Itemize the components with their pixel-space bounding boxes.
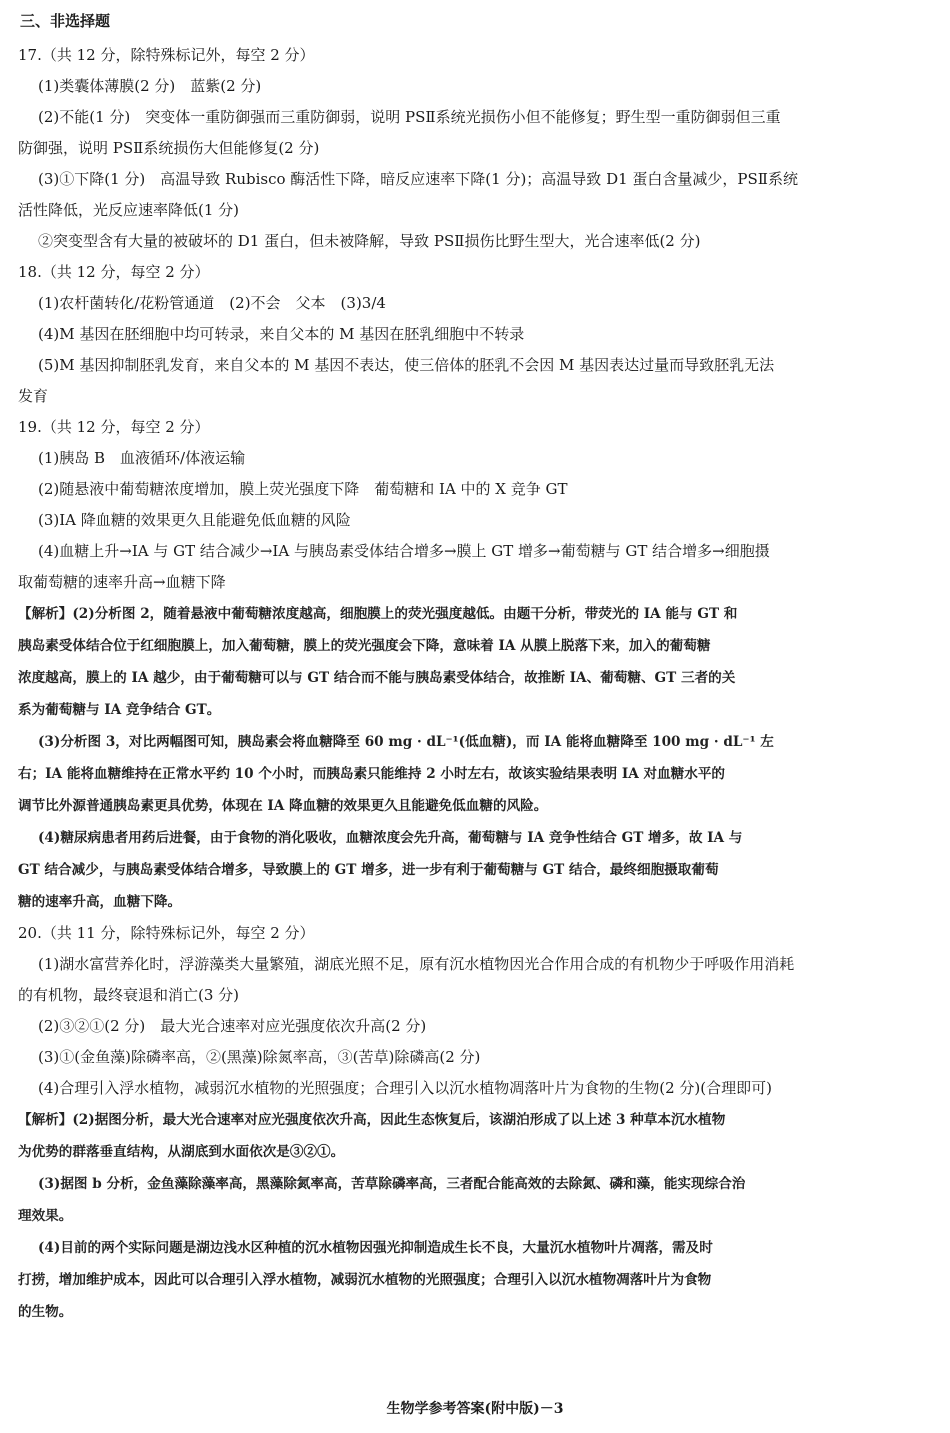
question-20 bbox=[18, 918, 934, 1328]
q19-line: (4)血糖上升→IA 与 GT 结合减少→IA 与胰岛素受体结合增多→膜上 GT 增多→葡萄糖与 GT 结合增多→细胞摄 bbox=[38, 542, 770, 560]
question-17-header: 17.（共 12 分，除特殊标记外，每空 2 分） bbox=[18, 46, 315, 64]
q19-explanation-line: 糖的速率升高，血糖下降。 bbox=[18, 894, 182, 910]
q19-explanation-line: 调节比外源普通胰岛素更具优势，体现在 IA 降血糖的效果更久且能避免低血糖的风险。 bbox=[18, 798, 548, 814]
q20-explanation-line: (4)目前的两个实际问题是湖边浅水区种植的沉水植物因强光抑制造成生长不良，大量沉水植物叶片凋落，需及时 bbox=[38, 1240, 713, 1256]
q19-explanation-line: 胰岛素受体结合位于红细胞膜上，加入葡萄糖，膜上的荧光强度会下降，意味着 IA 从膜上脱落下来，加入的葡萄糖 bbox=[18, 638, 711, 654]
q17-line: 活性降低，光反应速率降低(1 分) bbox=[18, 201, 240, 219]
question-18 bbox=[18, 257, 934, 412]
q20-line: (4)合理引入浮水植物，减弱沉水植物的光照强度；合理引入以沉水植物凋落叶片为食物的生物(2 分)(合理即可) bbox=[38, 1079, 772, 1097]
page-footer: 生物学参考答案(附中版)－3 bbox=[386, 1401, 564, 1417]
q19-explanation-line: (4)糖尿病患者用药后进餐，由于食物的消化吸收，血糖浓度会先升高，葡萄糖与 IA 竞争性结合 GT 增多，故 IA 与 bbox=[38, 830, 743, 846]
question-19-header: 19.（共 12 分，每空 2 分） bbox=[18, 418, 210, 436]
q18-line: (4)M 基因在胚细胞中均可转录，来自父本的 M 基因在胚乳细胞中不转录 bbox=[38, 325, 525, 343]
q20-line: (3)①(金鱼藻)除磷率高，②(黑藻)除氮率高，③(苦草)除磷高(2 分) bbox=[38, 1048, 481, 1066]
q18-line: (5)M 基因抑制胚乳发育，来自父本的 M 基因不表达，使三倍体的胚乳不会因 M 基因表达过量而导致胚乳无法 bbox=[38, 356, 775, 374]
q19-line: (3)IA 降血糖的效果更久且能避免低血糖的风险 bbox=[38, 511, 351, 529]
q19-explanation-line: 浓度越高，膜上的 IA 越少，由于葡萄糖可以与 GT 结合而不能与胰岛素受体结合，故推断 IA、葡萄糖、GT 三者的关 bbox=[18, 670, 736, 686]
q20-explanation-line: 为优势的群落垂直结构，从湖底到水面依次是③②①。 bbox=[18, 1144, 345, 1160]
q19-explanation-line: 右；IA 能将血糖维持在正常水平约 10 个小时，而胰岛素只能维持 2 小时左右，故该实验结果表明 IA 对血糖水平的 bbox=[18, 766, 726, 782]
q19-line: (1)胰岛 B 血液循环/体液运输 bbox=[38, 449, 246, 467]
q19-explanation-line bbox=[18, 598, 934, 630]
q19-explanation-line: (3)分析图 3，对比两幅图可知，胰岛素会将血糖降至 60 mg · dL⁻¹(低血糖)，而 IA 能将血糖降至 100 mg · dL⁻¹ 左 bbox=[38, 734, 774, 750]
q20-line: (1)湖水富营养化时，浮游藻类大量繁殖，湖底光照不足，原有沉水植物因光合作用合成的有机物少于呼吸作用消耗 bbox=[38, 955, 795, 973]
q19-explanation-line: GT 结合减少，与胰岛素受体结合增多，导致膜上的 GT 增多，进一步有利于葡萄糖与 GT 结合，最终细胞摄取葡萄 bbox=[18, 862, 719, 878]
q17-line: (1)类囊体薄膜(2 分) 蓝紫(2 分) bbox=[38, 77, 262, 95]
q20-explanation-line: 理效果。 bbox=[18, 1208, 73, 1224]
q20-explanation-line: 打捞，增加维护成本，因此可以合理引入浮水植物，减弱沉水植物的光照强度；合理引入以沉水植物凋落叶片为食物 bbox=[18, 1272, 712, 1288]
question-19 bbox=[18, 412, 934, 918]
q17-line: (2)不能(1 分) 突变体一重防御强而三重防御弱，说明 PSⅡ系统光损伤小但不能修复；野生型一重防御弱但三重 bbox=[38, 108, 781, 126]
q19-explanation-line: 系为葡萄糖与 IA 竞争结合 GT。 bbox=[18, 702, 221, 718]
q17-line: 防御强，说明 PSⅡ系统损伤大但能修复(2 分) bbox=[18, 139, 320, 157]
q20-explanation-line: 的生物。 bbox=[18, 1304, 73, 1320]
section-title: 三、非选择题 bbox=[20, 12, 111, 30]
q17-line: (3)①下降(1 分) 高温导致 Rubisco 酶活性下降，暗反应速率下降(1 分)；高温导致 D1 蛋白含量减少，PSⅡ系统 bbox=[38, 170, 798, 188]
q19-line: 取葡萄糖的速率升高→血糖下降 bbox=[18, 573, 226, 591]
q20-line: 的有机物，最终衰退和消亡(3 分) bbox=[18, 986, 240, 1004]
q18-line: 发育 bbox=[18, 387, 49, 405]
q17-line: ②突变型含有大量的被破坏的 D1 蛋白，但未被降解，导致 PSⅡ损伤比野生型大，光合速率低(2 分) bbox=[38, 232, 701, 250]
q20-explanation-line bbox=[18, 1104, 934, 1136]
explanation-text: (2)分析图 2，随着悬液中葡萄糖浓度越高，细胞膜上的荧光强度越低。由题干分析，带荧光的 IA 能与 GT 和 bbox=[72, 606, 738, 622]
explanation-text: (2)据图分析，最大光合速率对应光强度依次升高，因此生态恢复后，该湖泊形成了以上述 3 种草本沉水植物 bbox=[72, 1112, 726, 1128]
question-17 bbox=[18, 40, 934, 257]
q19-line: (2)随悬液中葡萄糖浓度增加，膜上荧光强度下降 葡萄糖和 IA 中的 X 竞争 GT bbox=[38, 480, 568, 498]
question-20-header: 20.（共 11 分，除特殊标记外，每空 2 分） bbox=[18, 924, 315, 942]
q20-explanation-line: (3)据图 b 分析，金鱼藻除藻率高，黑藻除氮率高，苦草除磷率高，三者配合能高效的去除氮、磷和藻，能实现综合治 bbox=[38, 1176, 746, 1192]
question-18-header: 18.（共 12 分，每空 2 分） bbox=[18, 263, 210, 281]
q18-line: (1)农杆菌转化/花粉管通道 (2)不会 父本 (3)3/4 bbox=[38, 294, 386, 312]
explanation-tag: 【解析】 bbox=[18, 606, 73, 622]
q20-line: (2)③②①(2 分) 最大光合速率对应光强度依次升高(2 分) bbox=[38, 1017, 427, 1035]
explanation-tag: 【解析】 bbox=[18, 1112, 73, 1128]
